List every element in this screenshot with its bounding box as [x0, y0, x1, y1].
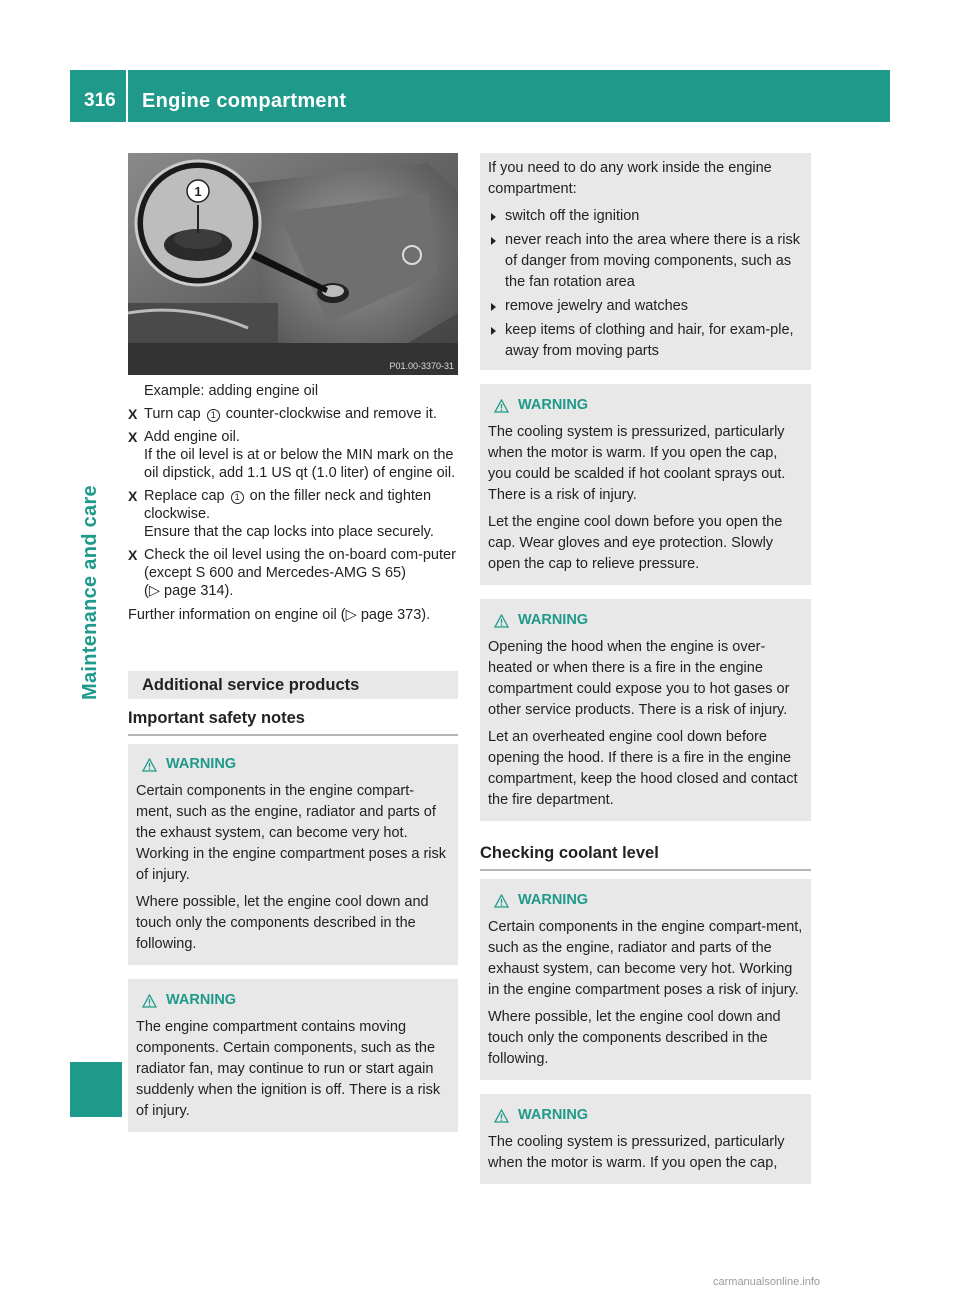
- side-tab-marker: [70, 1062, 122, 1117]
- side-tab-text: Maintenance and care: [79, 485, 101, 700]
- engine-bay-illustration: [128, 153, 458, 375]
- warning-title: WARNING: [488, 1105, 803, 1126]
- warning-box: [480, 384, 811, 585]
- warning-text: Let an overheated engine cool down before opening the hood. If there is a fire in the engine compartment, keep the hood closed and contact the fire department.: [488, 729, 798, 808]
- callout-icon: 1: [231, 491, 244, 504]
- page-ref-link[interactable]: page 373).: [360, 607, 431, 623]
- subsection-heading: Important safety notes: [128, 709, 458, 736]
- warning-box: [128, 979, 458, 1132]
- intro-lead: If you need to do any work inside the engine compartment:: [488, 160, 772, 197]
- warning-title: WARNING: [488, 395, 803, 416]
- engine-oil-photo: [128, 153, 458, 375]
- subsection-heading: Checking coolant level: [480, 844, 811, 871]
- bullet-item: keep items of clothing and hair, for exam-ple, away from moving parts: [488, 320, 803, 362]
- figure-code: P01.00-3370-31: [389, 361, 454, 371]
- warning-box: [128, 744, 458, 965]
- callout-number-text: 1: [194, 184, 202, 199]
- warning-text: Let the engine cool down before you open the cap. Wear gloves and eye protection. Slowly open the cap to relieve pressure.: [488, 514, 783, 572]
- warning-text: The cooling system is pressurized, particularly when the motor is warm. If you open the cap,: [488, 1134, 785, 1171]
- page-ref-arrow-icon: ▷: [345, 607, 357, 623]
- warning-text: The engine compartment contains moving components. Certain components, such as the radiator fan, may continue to run or start again suddenly when the ignition is off. There is a risk of injury.: [136, 1019, 441, 1119]
- watermark: carmanualsonline.info: [713, 1276, 821, 1288]
- warning-text: Where possible, let the engine cool down and touch only the components described in the following.: [136, 894, 429, 952]
- step-marker: X: [128, 429, 138, 445]
- side-tab-label: [79, 485, 119, 740]
- step-marker: X: [128, 547, 138, 563]
- step-3: X Replace cap 1 on the filler neck and tighten clockwise. Ensure that the cap locks into place securely.: [128, 488, 434, 540]
- warning-box: [480, 1094, 811, 1184]
- warning-triangle-icon: [494, 1109, 509, 1123]
- warning-text: Certain components in the engine compart-ment, such as the engine, radiator and parts of the exhaust system, can become very hot. Working in the engine compartment poses a risk of injury.: [488, 919, 803, 998]
- warning-text: The cooling system is pressurized, particularly when the motor is warm. If you open the cap, you could be scalded if hot coolant sprays out. There is a risk of injury.: [488, 424, 786, 503]
- bullet-item: remove jewelry and watches: [488, 296, 803, 317]
- step-marker: X: [128, 406, 138, 422]
- warning-triangle-icon: [494, 614, 509, 628]
- warning-text: Opening the hood when the engine is over-heated or when there is a fire in the engine compartment could expose you to hot gases or other service products. There is a risk of injury.: [488, 639, 790, 718]
- warning-box: [480, 599, 811, 821]
- warning-title: WARNING: [488, 890, 803, 911]
- step-marker: X: [128, 488, 138, 504]
- safety-intro-box: [480, 153, 811, 370]
- warning-text: Certain components in the engine compart-ment, such as the engine, radiator and parts of the exhaust system, can become very hot. Working in the engine compartment poses a risk of injury.: [136, 783, 447, 883]
- step-1: X Turn cap 1 counter-clockwise and remove it.: [128, 406, 437, 422]
- left-column: [128, 153, 458, 1132]
- page-title: Engine compartment: [142, 90, 347, 112]
- right-column: [480, 153, 811, 1184]
- section-heading: Additional service products: [128, 671, 458, 699]
- warning-title: WARNING: [136, 990, 450, 1011]
- step-4: X Check the oil level using the on-board com-puter (except S 600 and Mercedes-AMG S 65) (▷ page 314).: [128, 547, 456, 599]
- page-ref-arrow-icon: ▷: [148, 583, 160, 599]
- header-divider: [126, 70, 128, 122]
- warning-title: WARNING: [136, 754, 450, 775]
- warning-title: WARNING: [488, 610, 803, 631]
- further-info: Further information on engine oil (▷ page 373).: [128, 607, 431, 623]
- figure-caption: Example: adding engine oil: [144, 383, 319, 399]
- page-number: 316: [84, 90, 116, 111]
- warning-triangle-icon: [142, 994, 157, 1008]
- warning-text: Where possible, let the engine cool down and touch only the components described in the following.: [488, 1009, 781, 1067]
- warning-triangle-icon: [494, 894, 509, 908]
- step-2: X Add engine oil. If the oil level is at or below the MIN mark on the oil dipstick, add 1.1 US qt (1.0 liter) of engine oil.: [128, 429, 456, 481]
- warning-box: [480, 879, 811, 1080]
- bullet-item: never reach into the area where there is a risk of danger from moving components, such as the fan rotation area: [488, 230, 803, 293]
- callout-icon: 1: [207, 409, 220, 422]
- page-ref-link[interactable]: page 314).: [164, 583, 234, 599]
- warning-triangle-icon: [494, 399, 509, 413]
- warning-triangle-icon: [142, 758, 157, 772]
- bullet-item: switch off the ignition: [488, 206, 803, 227]
